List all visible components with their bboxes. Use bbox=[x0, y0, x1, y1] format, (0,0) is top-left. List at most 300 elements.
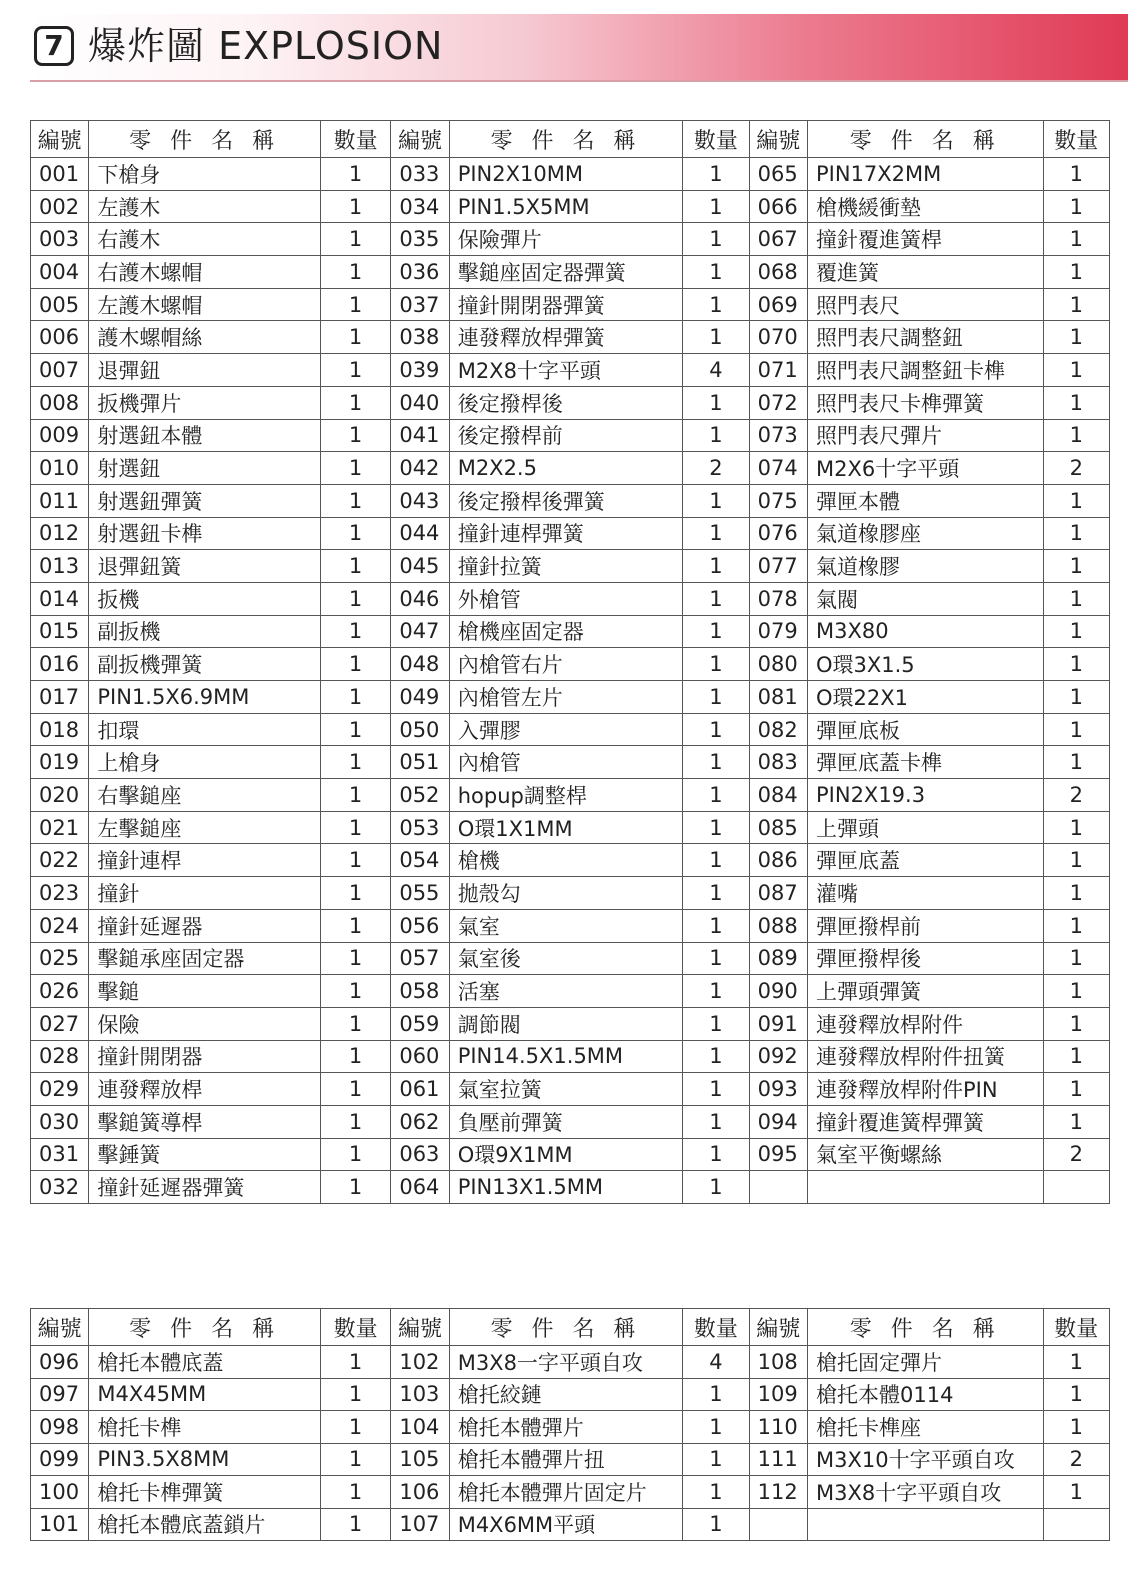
part-quantity-cell: 1 bbox=[1043, 909, 1109, 942]
part-quantity-cell: 1 bbox=[683, 288, 749, 321]
part-number-cell: 110 bbox=[749, 1411, 807, 1444]
table-row bbox=[31, 550, 1110, 583]
part-name-cell: 副扳機 bbox=[89, 615, 321, 648]
part-name-cell: 護木螺帽絲 bbox=[89, 321, 321, 354]
part-name-cell: 撞針連桿彈簧 bbox=[449, 517, 683, 550]
part-name-cell: 彈匣底板 bbox=[808, 713, 1044, 746]
column-header-quantity: 數量 bbox=[320, 1309, 390, 1346]
part-quantity-cell: 1 bbox=[1043, 1346, 1109, 1379]
part-number-cell: 061 bbox=[391, 1073, 449, 1106]
part-number-cell: 088 bbox=[749, 909, 807, 942]
part-name-cell: 覆進簧 bbox=[808, 256, 1044, 289]
part-name-cell: 氣閥 bbox=[808, 582, 1044, 615]
part-number-cell: 018 bbox=[31, 713, 89, 746]
part-number-cell bbox=[749, 1171, 807, 1204]
part-quantity-cell: 1 bbox=[320, 190, 390, 223]
part-number-cell: 103 bbox=[391, 1378, 449, 1411]
part-number-cell: 076 bbox=[749, 517, 807, 550]
part-number-cell: 042 bbox=[391, 452, 449, 485]
part-number-cell: 014 bbox=[31, 582, 89, 615]
part-name-cell: PIN1.5X5MM bbox=[449, 190, 683, 223]
part-quantity-cell: 1 bbox=[1043, 615, 1109, 648]
part-name-cell: 照門表尺調整鈕卡榫 bbox=[808, 354, 1044, 387]
part-number-cell: 034 bbox=[391, 190, 449, 223]
part-quantity-cell: 1 bbox=[683, 648, 749, 681]
part-name-cell bbox=[808, 1508, 1044, 1541]
part-quantity-cell: 1 bbox=[683, 1138, 749, 1171]
part-number-cell: 043 bbox=[391, 484, 449, 517]
part-number-cell: 062 bbox=[391, 1105, 449, 1138]
part-quantity-cell: 1 bbox=[320, 1171, 390, 1204]
part-number-cell: 066 bbox=[749, 190, 807, 223]
part-name-cell: 槍托本體彈片固定片 bbox=[449, 1476, 683, 1509]
part-number-cell: 019 bbox=[31, 746, 89, 779]
parts-table-body bbox=[31, 158, 1110, 1204]
part-name-cell: 槍托卡榫 bbox=[89, 1411, 321, 1444]
part-name-cell: 氣道橡膠 bbox=[808, 550, 1044, 583]
part-quantity-cell: 1 bbox=[1043, 1378, 1109, 1411]
part-number-cell: 037 bbox=[391, 288, 449, 321]
part-number-cell: 041 bbox=[391, 419, 449, 452]
part-name-cell: 負壓前彈簧 bbox=[449, 1105, 683, 1138]
part-number-cell: 007 bbox=[31, 354, 89, 387]
part-number-cell: 063 bbox=[391, 1138, 449, 1171]
part-name-cell: 照門表尺調整鈕 bbox=[808, 321, 1044, 354]
part-number-cell: 006 bbox=[31, 321, 89, 354]
part-name-cell: 彈匣撥桿後 bbox=[808, 942, 1044, 975]
part-quantity-cell: 1 bbox=[683, 844, 749, 877]
part-name-cell: hopup調整桿 bbox=[449, 779, 683, 812]
part-number-cell: 027 bbox=[31, 1007, 89, 1040]
part-quantity-cell: 4 bbox=[683, 1346, 749, 1379]
table-row bbox=[31, 877, 1110, 910]
part-quantity-cell: 2 bbox=[1043, 1138, 1109, 1171]
part-name-cell: 連發釋放桿彈簧 bbox=[449, 321, 683, 354]
part-name-cell: 槍托本體0114 bbox=[808, 1378, 1044, 1411]
part-name-cell: 上彈頭彈簧 bbox=[808, 975, 1044, 1008]
part-name-cell: PIN13X1.5MM bbox=[449, 1171, 683, 1204]
part-number-cell: 056 bbox=[391, 909, 449, 942]
part-number-cell: 091 bbox=[749, 1007, 807, 1040]
part-number-cell: 055 bbox=[391, 877, 449, 910]
part-quantity-cell: 1 bbox=[320, 975, 390, 1008]
table-row bbox=[31, 713, 1110, 746]
part-quantity-cell: 1 bbox=[320, 1378, 390, 1411]
part-name-cell: PIN14.5X1.5MM bbox=[449, 1040, 683, 1073]
table-row bbox=[31, 1040, 1110, 1073]
part-quantity-cell: 1 bbox=[320, 1040, 390, 1073]
part-quantity-cell: 1 bbox=[683, 681, 749, 714]
part-number-cell: 106 bbox=[391, 1476, 449, 1509]
part-name-cell: M2X6十字平頭 bbox=[808, 452, 1044, 485]
part-number-cell: 048 bbox=[391, 648, 449, 681]
part-number-cell: 024 bbox=[31, 909, 89, 942]
part-name-cell: 後定撥桿後 bbox=[449, 386, 683, 419]
part-name-cell: PIN2X10MM bbox=[449, 158, 683, 191]
part-number-cell: 057 bbox=[391, 942, 449, 975]
part-quantity-cell: 2 bbox=[1043, 452, 1109, 485]
part-quantity-cell: 1 bbox=[1043, 1476, 1109, 1509]
part-number-cell: 053 bbox=[391, 811, 449, 844]
part-name-cell: 保險彈片 bbox=[449, 223, 683, 256]
part-name-cell: 撞針開閉器彈簧 bbox=[449, 288, 683, 321]
part-number-cell: 092 bbox=[749, 1040, 807, 1073]
part-number-cell: 080 bbox=[749, 648, 807, 681]
column-header-number: 編號 bbox=[391, 121, 449, 158]
table-row bbox=[31, 811, 1110, 844]
part-number-cell: 098 bbox=[31, 1411, 89, 1444]
table-header-row bbox=[31, 1309, 1110, 1346]
part-quantity-cell: 1 bbox=[683, 1007, 749, 1040]
part-number-cell: 081 bbox=[749, 681, 807, 714]
table-row bbox=[31, 1171, 1110, 1204]
part-number-cell: 025 bbox=[31, 942, 89, 975]
part-name-cell: 彈匣底蓋 bbox=[808, 844, 1044, 877]
part-quantity-cell: 1 bbox=[320, 877, 390, 910]
part-name-cell: 射選鈕本體 bbox=[89, 419, 321, 452]
part-name-cell: 上彈頭 bbox=[808, 811, 1044, 844]
part-number-cell: 016 bbox=[31, 648, 89, 681]
part-number-cell: 052 bbox=[391, 779, 449, 812]
part-number-cell: 045 bbox=[391, 550, 449, 583]
part-name-cell: O環9X1MM bbox=[449, 1138, 683, 1171]
table-row bbox=[31, 1476, 1110, 1509]
table-row bbox=[31, 517, 1110, 550]
part-name-cell: 擊鎚承座固定器 bbox=[89, 942, 321, 975]
part-name-cell: PIN1.5X6.9MM bbox=[89, 681, 321, 714]
table-row bbox=[31, 648, 1110, 681]
part-name-cell: 擊鎚 bbox=[89, 975, 321, 1008]
table-row bbox=[31, 452, 1110, 485]
part-number-cell: 102 bbox=[391, 1346, 449, 1379]
part-quantity-cell: 1 bbox=[1043, 1007, 1109, 1040]
part-number-cell: 001 bbox=[31, 158, 89, 191]
part-name-cell: 照門表尺 bbox=[808, 288, 1044, 321]
part-name-cell: 下槍身 bbox=[89, 158, 321, 191]
part-number-cell: 060 bbox=[391, 1040, 449, 1073]
part-name-cell: 入彈膠 bbox=[449, 713, 683, 746]
part-name-cell: 射選鈕彈簧 bbox=[89, 484, 321, 517]
column-header-number: 編號 bbox=[31, 1309, 89, 1346]
part-quantity-cell: 1 bbox=[320, 582, 390, 615]
part-name-cell: 槍托本體彈片扭 bbox=[449, 1443, 683, 1476]
part-name-cell: 槍托卡榫彈簧 bbox=[89, 1476, 321, 1509]
part-name-cell: M3X8一字平頭自攻 bbox=[449, 1346, 683, 1379]
part-number-cell: 108 bbox=[749, 1346, 807, 1379]
part-name-cell: 後定撥桿前 bbox=[449, 419, 683, 452]
part-name-cell: PIN2X19.3 bbox=[808, 779, 1044, 812]
column-header-name: 零 件 名 稱 bbox=[449, 1309, 683, 1346]
part-number-cell: 086 bbox=[749, 844, 807, 877]
part-name-cell bbox=[808, 1171, 1044, 1204]
part-name-cell: M2X8十字平頭 bbox=[449, 354, 683, 387]
table-row bbox=[31, 288, 1110, 321]
part-name-cell: 撞針拉簧 bbox=[449, 550, 683, 583]
part-name-cell: 撞針覆進簧桿彈簧 bbox=[808, 1105, 1044, 1138]
part-number-cell: 089 bbox=[749, 942, 807, 975]
part-number-cell: 085 bbox=[749, 811, 807, 844]
part-quantity-cell: 1 bbox=[1043, 517, 1109, 550]
table-row bbox=[31, 1411, 1110, 1444]
part-name-cell: 扳機 bbox=[89, 582, 321, 615]
part-number-cell: 067 bbox=[749, 223, 807, 256]
part-quantity-cell: 1 bbox=[320, 484, 390, 517]
part-name-cell: 撞針延遲器 bbox=[89, 909, 321, 942]
table-row bbox=[31, 321, 1110, 354]
part-name-cell: 左護木 bbox=[89, 190, 321, 223]
part-quantity-cell: 1 bbox=[320, 942, 390, 975]
part-quantity-cell: 1 bbox=[1043, 942, 1109, 975]
part-name-cell: 活塞 bbox=[449, 975, 683, 1008]
part-number-cell: 003 bbox=[31, 223, 89, 256]
part-quantity-cell: 1 bbox=[1043, 877, 1109, 910]
part-name-cell: 連發釋放桿附件 bbox=[808, 1007, 1044, 1040]
part-quantity-cell: 1 bbox=[1043, 844, 1109, 877]
part-quantity-cell: 1 bbox=[320, 844, 390, 877]
part-name-cell: M4X45MM bbox=[89, 1378, 321, 1411]
parts-table-body bbox=[31, 1346, 1110, 1541]
part-number-cell: 097 bbox=[31, 1378, 89, 1411]
table-row bbox=[31, 1508, 1110, 1541]
part-name-cell: 照門表尺彈片 bbox=[808, 419, 1044, 452]
column-header-number: 編號 bbox=[391, 1309, 449, 1346]
part-name-cell: 槍托本體彈片 bbox=[449, 1411, 683, 1444]
part-name-cell: O環3X1.5 bbox=[808, 648, 1044, 681]
part-number-cell: 004 bbox=[31, 256, 89, 289]
part-quantity-cell: 1 bbox=[320, 1105, 390, 1138]
part-number-cell: 021 bbox=[31, 811, 89, 844]
part-number-cell: 033 bbox=[391, 158, 449, 191]
part-quantity-cell: 1 bbox=[320, 452, 390, 485]
table-header-row bbox=[31, 121, 1110, 158]
part-name-cell: 內槍管右片 bbox=[449, 648, 683, 681]
part-quantity-cell: 1 bbox=[320, 615, 390, 648]
part-name-cell: 槍機緩衝墊 bbox=[808, 190, 1044, 223]
part-quantity-cell bbox=[1043, 1171, 1109, 1204]
part-name-cell: 退彈鈕 bbox=[89, 354, 321, 387]
part-quantity-cell: 1 bbox=[683, 321, 749, 354]
table-row bbox=[31, 419, 1110, 452]
part-quantity-cell: 1 bbox=[683, 615, 749, 648]
part-quantity-cell: 1 bbox=[320, 1073, 390, 1106]
part-number-cell: 009 bbox=[31, 419, 89, 452]
part-name-cell: 照門表尺卡榫彈簧 bbox=[808, 386, 1044, 419]
part-quantity-cell: 1 bbox=[683, 1443, 749, 1476]
part-number-cell: 111 bbox=[749, 1443, 807, 1476]
part-name-cell: PIN17X2MM bbox=[808, 158, 1044, 191]
part-quantity-cell: 1 bbox=[1043, 484, 1109, 517]
part-quantity-cell: 1 bbox=[1043, 1040, 1109, 1073]
part-name-cell: 上槍身 bbox=[89, 746, 321, 779]
part-quantity-cell: 1 bbox=[320, 158, 390, 191]
part-name-cell: 擊鎚座固定器彈簧 bbox=[449, 256, 683, 289]
table-row bbox=[31, 223, 1110, 256]
part-number-cell: 020 bbox=[31, 779, 89, 812]
column-header-quantity: 數量 bbox=[683, 1309, 749, 1346]
part-name-cell: 右護木螺帽 bbox=[89, 256, 321, 289]
table-row bbox=[31, 779, 1110, 812]
table-row bbox=[31, 844, 1110, 877]
part-number-cell: 030 bbox=[31, 1105, 89, 1138]
part-name-cell: 調節閥 bbox=[449, 1007, 683, 1040]
table-row bbox=[31, 158, 1110, 191]
part-number-cell: 070 bbox=[749, 321, 807, 354]
part-number-cell: 096 bbox=[31, 1346, 89, 1379]
part-quantity-cell: 1 bbox=[683, 1378, 749, 1411]
part-name-cell: 左擊鎚座 bbox=[89, 811, 321, 844]
part-number-cell: 049 bbox=[391, 681, 449, 714]
part-number-cell: 079 bbox=[749, 615, 807, 648]
part-number-cell bbox=[749, 1508, 807, 1541]
part-quantity-cell: 1 bbox=[1043, 321, 1109, 354]
part-quantity-cell: 1 bbox=[320, 321, 390, 354]
parts-table-stock bbox=[30, 1308, 1110, 1541]
part-name-cell: 灌嘴 bbox=[808, 877, 1044, 910]
part-quantity-cell: 1 bbox=[683, 1476, 749, 1509]
part-quantity-cell: 1 bbox=[320, 256, 390, 289]
part-number-cell: 101 bbox=[31, 1508, 89, 1541]
table-row bbox=[31, 190, 1110, 223]
column-header-number: 編號 bbox=[31, 121, 89, 158]
part-name-cell: 彈匣底蓋卡榫 bbox=[808, 746, 1044, 779]
section-number-badge: 7 bbox=[34, 26, 74, 66]
table-row bbox=[31, 582, 1110, 615]
part-name-cell: O環22X1 bbox=[808, 681, 1044, 714]
part-number-cell: 002 bbox=[31, 190, 89, 223]
part-quantity-cell: 1 bbox=[1043, 975, 1109, 1008]
part-quantity-cell: 1 bbox=[320, 1007, 390, 1040]
part-name-cell: 撞針連桿 bbox=[89, 844, 321, 877]
part-quantity-cell: 1 bbox=[683, 1411, 749, 1444]
part-number-cell: 109 bbox=[749, 1378, 807, 1411]
part-name-cell: 撞針 bbox=[89, 877, 321, 910]
part-number-cell: 038 bbox=[391, 321, 449, 354]
part-name-cell: 彈匣本體 bbox=[808, 484, 1044, 517]
part-number-cell: 028 bbox=[31, 1040, 89, 1073]
part-name-cell: 射選鈕卡榫 bbox=[89, 517, 321, 550]
part-number-cell: 073 bbox=[749, 419, 807, 452]
part-quantity-cell: 1 bbox=[683, 1105, 749, 1138]
part-name-cell: 扣環 bbox=[89, 713, 321, 746]
table-row bbox=[31, 354, 1110, 387]
part-quantity-cell: 1 bbox=[683, 1073, 749, 1106]
part-quantity-cell: 1 bbox=[683, 713, 749, 746]
part-quantity-cell: 1 bbox=[683, 419, 749, 452]
part-quantity-cell: 1 bbox=[683, 909, 749, 942]
parts-table-main bbox=[30, 120, 1110, 1204]
part-quantity-cell: 1 bbox=[683, 256, 749, 289]
part-quantity-cell: 1 bbox=[320, 909, 390, 942]
part-quantity-cell: 1 bbox=[1043, 582, 1109, 615]
part-number-cell: 078 bbox=[749, 582, 807, 615]
part-number-cell: 040 bbox=[391, 386, 449, 419]
part-quantity-cell: 1 bbox=[320, 681, 390, 714]
part-name-cell: 氣室拉簧 bbox=[449, 1073, 683, 1106]
table-row bbox=[31, 942, 1110, 975]
part-number-cell: 093 bbox=[749, 1073, 807, 1106]
part-quantity-cell: 1 bbox=[683, 582, 749, 615]
table-row bbox=[31, 1443, 1110, 1476]
part-number-cell: 064 bbox=[391, 1171, 449, 1204]
part-quantity-cell: 1 bbox=[320, 517, 390, 550]
part-number-cell: 095 bbox=[749, 1138, 807, 1171]
part-number-cell: 094 bbox=[749, 1105, 807, 1138]
part-name-cell: 槍機座固定器 bbox=[449, 615, 683, 648]
part-number-cell: 074 bbox=[749, 452, 807, 485]
part-number-cell: 035 bbox=[391, 223, 449, 256]
part-name-cell: 外槍管 bbox=[449, 582, 683, 615]
part-quantity-cell: 1 bbox=[1043, 746, 1109, 779]
part-name-cell: 內槍管左片 bbox=[449, 681, 683, 714]
part-quantity-cell: 1 bbox=[683, 484, 749, 517]
part-name-cell: M3X8十字平頭自攻 bbox=[808, 1476, 1044, 1509]
part-number-cell: 023 bbox=[31, 877, 89, 910]
table-row bbox=[31, 484, 1110, 517]
column-header-name: 零 件 名 稱 bbox=[89, 121, 321, 158]
part-quantity-cell: 1 bbox=[1043, 648, 1109, 681]
part-quantity-cell: 1 bbox=[683, 190, 749, 223]
part-quantity-cell: 1 bbox=[683, 746, 749, 779]
part-quantity-cell: 1 bbox=[683, 223, 749, 256]
part-quantity-cell: 1 bbox=[1043, 288, 1109, 321]
part-number-cell: 065 bbox=[749, 158, 807, 191]
part-number-cell: 090 bbox=[749, 975, 807, 1008]
table-row bbox=[31, 1346, 1110, 1379]
part-quantity-cell: 1 bbox=[1043, 256, 1109, 289]
part-quantity-cell: 1 bbox=[320, 1138, 390, 1171]
part-number-cell: 044 bbox=[391, 517, 449, 550]
part-name-cell: 後定撥桿後彈簧 bbox=[449, 484, 683, 517]
part-quantity-cell: 1 bbox=[683, 517, 749, 550]
part-number-cell: 050 bbox=[391, 713, 449, 746]
part-number-cell: 058 bbox=[391, 975, 449, 1008]
part-number-cell: 077 bbox=[749, 550, 807, 583]
part-quantity-cell: 1 bbox=[683, 1171, 749, 1204]
column-header-quantity: 數量 bbox=[683, 121, 749, 158]
table-row bbox=[31, 256, 1110, 289]
part-name-cell: 槍托卡榫座 bbox=[808, 1411, 1044, 1444]
column-header-name: 零 件 名 稱 bbox=[808, 121, 1044, 158]
table-row bbox=[31, 386, 1110, 419]
part-number-cell: 104 bbox=[391, 1411, 449, 1444]
column-header-number: 編號 bbox=[749, 1309, 807, 1346]
part-quantity-cell: 1 bbox=[320, 1476, 390, 1509]
part-quantity-cell: 1 bbox=[320, 223, 390, 256]
part-name-cell: 左護木螺帽 bbox=[89, 288, 321, 321]
part-name-cell: 射選鈕 bbox=[89, 452, 321, 485]
part-quantity-cell: 1 bbox=[683, 550, 749, 583]
part-name-cell: 右護木 bbox=[89, 223, 321, 256]
part-name-cell: 槍托固定彈片 bbox=[808, 1346, 1044, 1379]
part-quantity-cell: 2 bbox=[1043, 1443, 1109, 1476]
part-number-cell: 059 bbox=[391, 1007, 449, 1040]
part-number-cell: 039 bbox=[391, 354, 449, 387]
part-number-cell: 012 bbox=[31, 517, 89, 550]
table-row bbox=[31, 746, 1110, 779]
part-quantity-cell: 1 bbox=[320, 746, 390, 779]
part-quantity-cell: 2 bbox=[1043, 779, 1109, 812]
part-number-cell: 087 bbox=[749, 877, 807, 910]
part-number-cell: 032 bbox=[31, 1171, 89, 1204]
table-row bbox=[31, 1073, 1110, 1106]
column-header-name: 零 件 名 稱 bbox=[89, 1309, 321, 1346]
part-number-cell: 107 bbox=[391, 1508, 449, 1541]
page-title: 爆炸圖 EXPLOSION bbox=[88, 24, 444, 68]
part-name-cell: 右擊鎚座 bbox=[89, 779, 321, 812]
part-name-cell: 連發釋放桿附件扭簧 bbox=[808, 1040, 1044, 1073]
part-name-cell: 副扳機彈簧 bbox=[89, 648, 321, 681]
part-quantity-cell: 1 bbox=[1043, 550, 1109, 583]
